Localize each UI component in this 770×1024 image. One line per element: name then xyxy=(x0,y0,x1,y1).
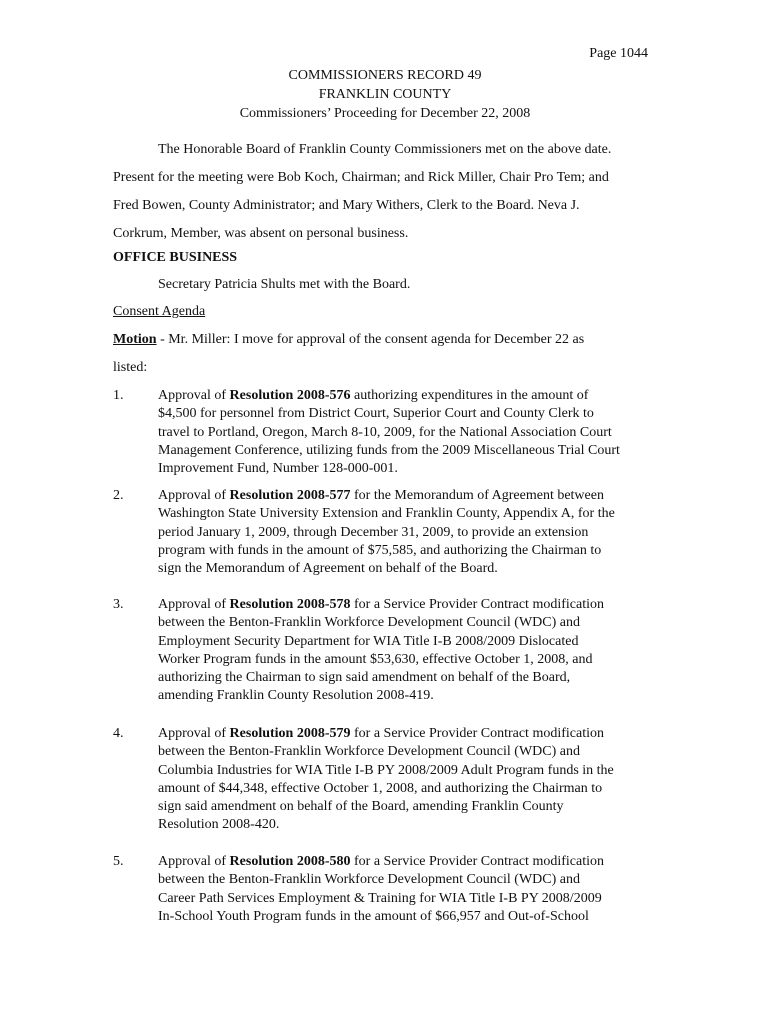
item-line: period January 1, 2009, through December 31, 2009, to provide an extension xyxy=(158,524,589,540)
consent-agenda-heading xyxy=(113,298,661,326)
item-line: Management Conference, utilizing funds from the 2009 Miscellaneous Trial Court xyxy=(158,442,620,458)
item-line: between the Benton-Franklin Workforce Development Council (WDC) and xyxy=(158,872,580,888)
document-header xyxy=(0,66,770,123)
item-line: Career Path Services Employment & Training for WIA Title I-B PY 2008/2009 xyxy=(158,890,602,906)
item-number: 4. xyxy=(113,726,124,741)
item-prefix: Approval of xyxy=(158,726,230,741)
proceeding-date-title: Commissioners’ Proceeding for December 22, 2008 xyxy=(239,106,531,121)
item-line: between the Benton-Franklin Workforce Development Council (WDC) and xyxy=(158,615,580,631)
item-line-text: for the Memorandum of Agreement between xyxy=(350,488,604,503)
item-line xyxy=(158,387,661,405)
item-line xyxy=(158,596,661,614)
item-line: amount of $44,348, effective October 1, 2008, and authorizing the Chairman to xyxy=(158,780,603,796)
item-line-text: for a Service Provider Contract modification xyxy=(350,597,604,612)
item-text xyxy=(158,853,661,926)
intro-line: The Honorable Board of Franklin County Commissioners met on the above date. xyxy=(158,142,612,157)
item-line: Resolution 2008-420. xyxy=(158,817,280,833)
section-heading: OFFICE BUSINESS xyxy=(113,250,238,265)
item-line: Washington State University Extension and Franklin County, Appendix A, for the xyxy=(158,506,615,522)
item-line: program with funds in the amount of $75,585, and authorizing the Chairman to xyxy=(158,542,602,558)
motion-label: Motion xyxy=(113,332,157,347)
resolution-number: Resolution 2008-576 xyxy=(229,388,351,403)
motion-line xyxy=(113,326,661,354)
item-line: $4,500 for personnel from District Court, Superior Court and County Clerk to xyxy=(158,406,594,422)
item-line: Columbia Industries for WIA Title I-B PY 2008/2009 Adult Program funds in the xyxy=(158,762,614,778)
intro-line: Corkrum, Member, was absent on personal business. xyxy=(113,226,409,241)
item-prefix: Approval of xyxy=(158,854,230,869)
item-line: Improvement Fund, Number 128-000-001. xyxy=(158,461,398,477)
item-line-text: for a Service Provider Contract modification xyxy=(350,854,604,869)
item-line-text: for a Service Provider Contract modification xyxy=(350,726,604,741)
item-text xyxy=(158,387,661,478)
intro-paragraph xyxy=(113,136,661,248)
item-number: 2. xyxy=(113,488,124,503)
item-number: 5. xyxy=(113,854,124,869)
intro-line: Fred Bowen, County Administrator; and Mary Withers, Clerk to the Board. Neva J. xyxy=(113,198,580,213)
item-text xyxy=(158,725,661,835)
item-line: sign said amendment on behalf of the Board, amending Franklin County xyxy=(158,799,564,815)
resolution-number: Resolution 2008-578 xyxy=(229,597,351,612)
item-line: between the Benton-Franklin Workforce Development Council (WDC) and xyxy=(158,744,580,760)
item-line: authorizing the Chairman to sign said amendment on behalf of the Board, xyxy=(158,670,571,686)
motion-paragraph xyxy=(113,326,661,382)
item-number: 3. xyxy=(113,597,124,612)
item-line: travel to Portland, Oregon, March 8-10, 2009, for the National Association Court xyxy=(158,424,612,440)
item-line xyxy=(158,725,661,743)
record-title: COMMISSIONERS RECORD 49 xyxy=(288,68,482,83)
motion-text: - Mr. Miller: I move for approval of the consent agenda for December 22 as xyxy=(156,332,585,347)
item-line: Worker Program funds in the amount $53,630, effective October 1, 2008, and xyxy=(158,651,593,667)
intro-line: Present for the meeting were Bob Koch, Chairman; and Rick Miller, Chair Pro Tem; and xyxy=(113,170,609,185)
page-number: Page 1044 xyxy=(589,46,648,61)
item-line-text: authorizing expenditures in the amount of xyxy=(350,388,589,403)
motion-line: listed: xyxy=(113,360,148,375)
item-line: amending Franklin County Resolution 2008-419. xyxy=(158,688,434,704)
resolution-number: Resolution 2008-577 xyxy=(229,488,351,503)
item-text xyxy=(158,487,661,578)
resolution-number: Resolution 2008-579 xyxy=(229,726,351,741)
item-line: Employment Security Department for WIA Title I-B 2008/2009 Dislocated xyxy=(158,633,579,649)
item-prefix: Approval of xyxy=(158,597,230,612)
item-text xyxy=(158,596,661,706)
item-line: sign the Memorandum of Agreement on behalf of the Board. xyxy=(158,561,498,577)
resolution-number: Resolution 2008-580 xyxy=(229,854,351,869)
item-number: 1. xyxy=(113,388,124,403)
item-line xyxy=(158,853,661,871)
consent-agenda-label: Consent Agenda xyxy=(113,304,206,319)
item-prefix: Approval of xyxy=(158,488,230,503)
item-line xyxy=(158,487,661,505)
county-name: FRANKLIN COUNTY xyxy=(318,87,452,102)
item-line: In-School Youth Program funds in the amount of $66,957 and Out-of-School xyxy=(158,908,589,924)
item-prefix: Approval of xyxy=(158,388,230,403)
secretary-line: Secretary Patricia Shults met with the Board. xyxy=(158,277,411,292)
